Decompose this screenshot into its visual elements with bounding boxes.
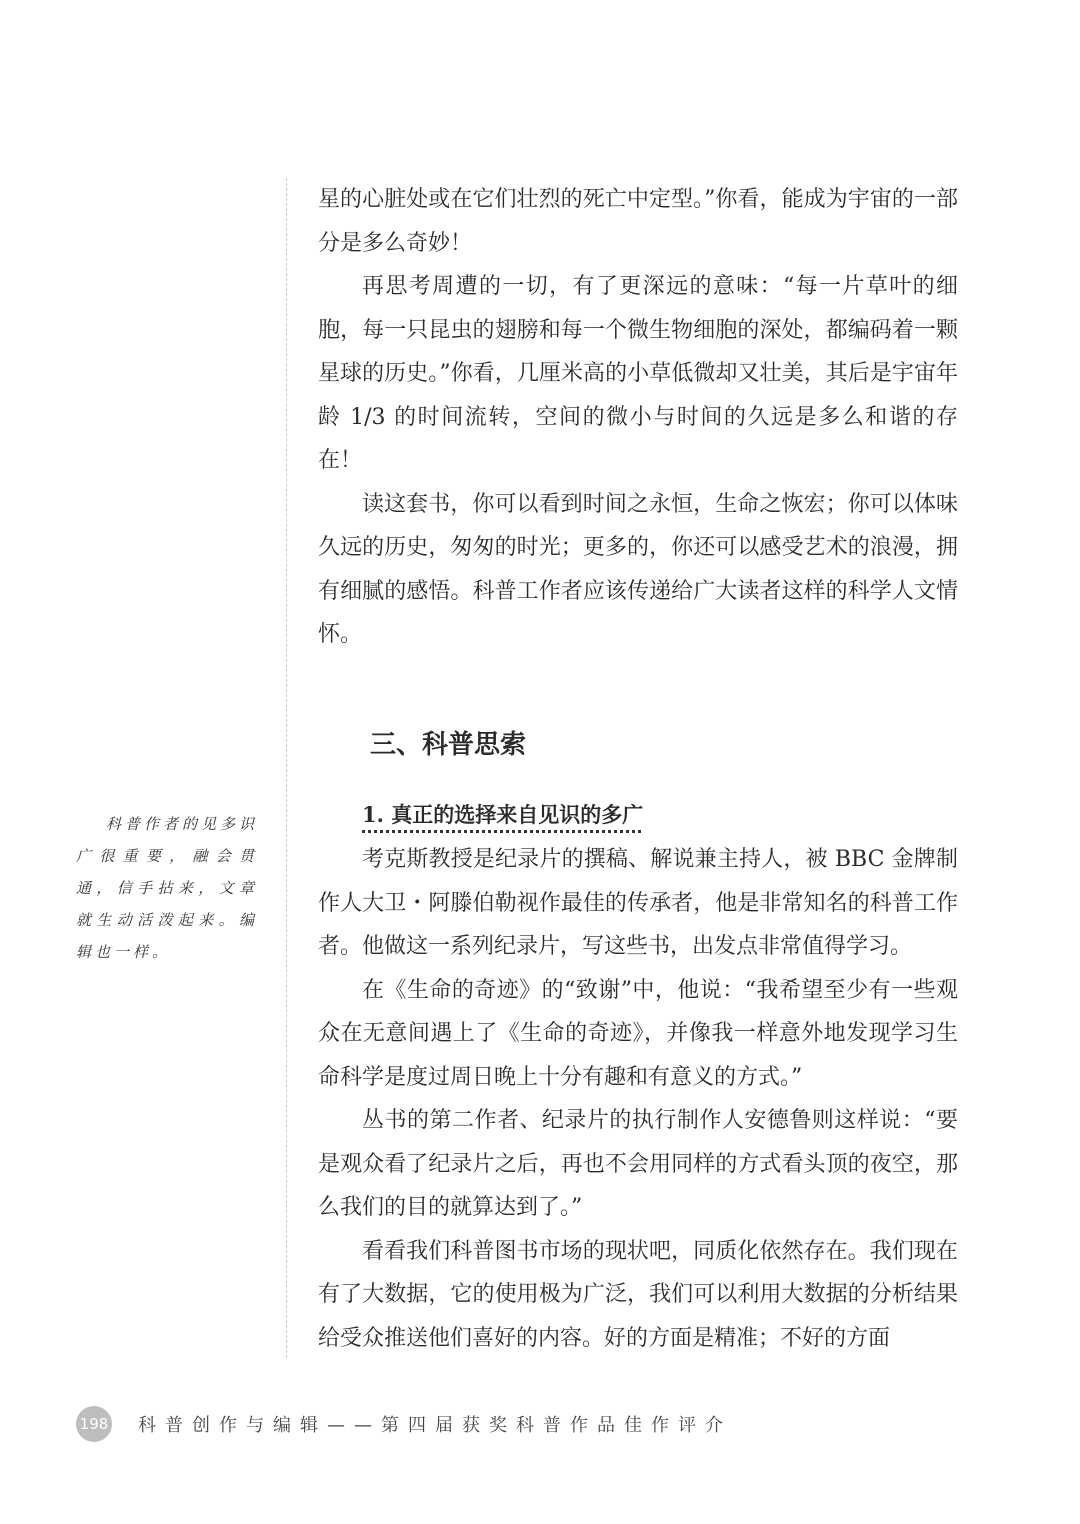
paragraph-6: 丛书的第二作者、纪录片的执行制作人安德鲁则这样说：“要是观众看了纪录片之后，再也不会用同样的方式看头顶的夜空，那么我们的目的就算达到了。” bbox=[318, 1108, 958, 1220]
paragraph-5: 在《生命的奇迹》的“致谢”中，他说：“我希望至少有一些观众在无意间遇上了《生命的奇迹》，并像我一样意外地发现学习生命科学是度过周日晚上十分有趣和有意义的方式。” bbox=[318, 977, 958, 1090]
page-number: 198 bbox=[76, 1406, 112, 1442]
paragraph-1: 星的心脏处或在它们壮烈的死亡中定型。”你看，能成为宇宙的一部分是多么奇妙！ bbox=[318, 187, 958, 256]
running-head: 科普创作与编辑——第四届获奖科普作品佳作评介 bbox=[138, 1415, 732, 1436]
section-title: 三、科普思索 bbox=[370, 730, 527, 760]
main-text-column bbox=[318, 178, 958, 1351]
paragraph-4: 考克斯教授是纪录片的撰稿、解说兼主持人，被 BBC 金牌制作人大卫・阿滕伯勒视作最佳的传承者，他是非常知名的科普工作者。他做这一系列纪录片，写这些书，出发点非常值得学习。 bbox=[318, 847, 958, 959]
margin-note: 科普作者的见多识广很重要，融会贯通，信手拈来，文章就生动活泼起来。编辑也一样。 bbox=[76, 815, 259, 961]
page-footer bbox=[76, 1404, 732, 1444]
paragraph-2: 再思考周遭的一切，有了更深远的意味：“每一片草叶的细胞，每一只昆虫的翅膀和每一个微生物细胞的深处，都编码着一颗星球的历史。”你看，几厘米高的小草低微却又壮美，其后是宇宙年龄 1/3 的时间流转，空间的微小与时间的久远是多么和谐的存在！ bbox=[318, 274, 958, 473]
subsection-title: 1. 真正的选择来自见识的多广 bbox=[362, 802, 644, 827]
paragraph-3: 读这套书，你可以看到时间之永恒，生命之恢宏；你可以体味久远的历史，匆匆的时光；更多的，你还可以感受艺术的浪漫，拥有细腻的感悟。科普工作者应该传递给广大读者这样的科学人文情怀。 bbox=[318, 491, 958, 647]
section-body bbox=[318, 838, 958, 1360]
paragraph-7: 看看我们科普图书市场的现状吧，同质化依然存在。我们现在有了大数据，它的使用极为广泛，我们可以利用大数据的分析结果给受众推送他们喜好的内容。好的方面是精准；不好的方面 bbox=[318, 1238, 958, 1351]
margin-divider bbox=[286, 178, 287, 1358]
